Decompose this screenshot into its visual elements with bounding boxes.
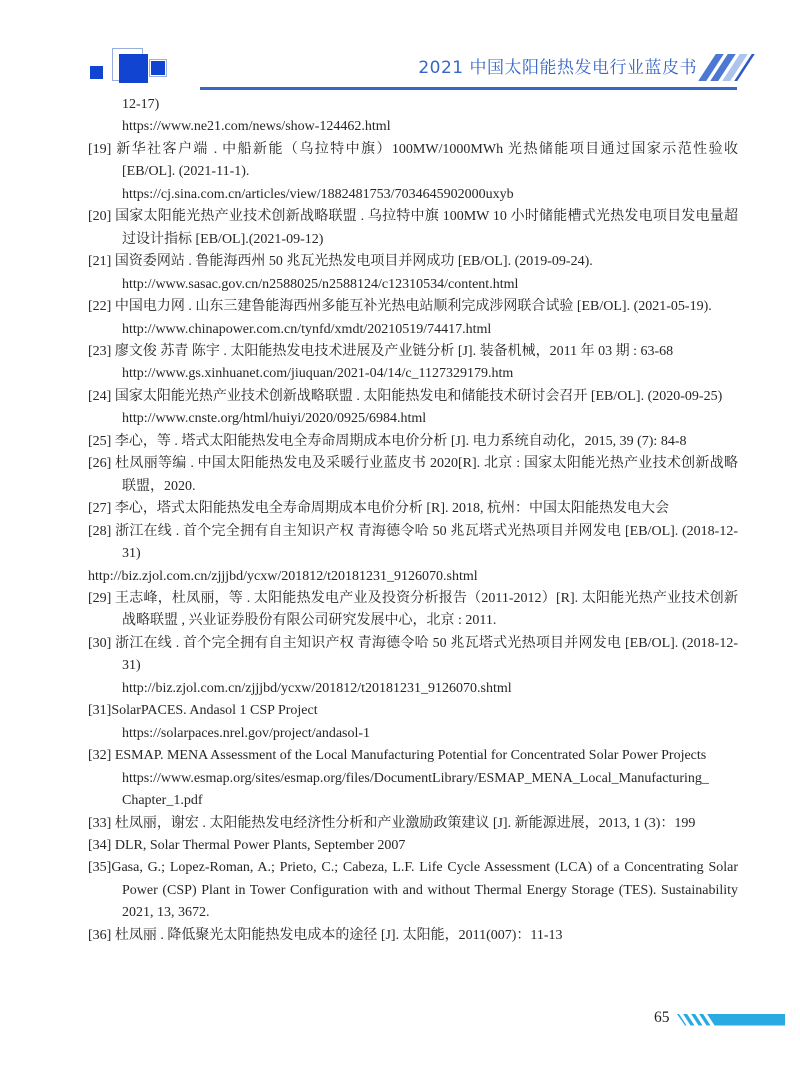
reference-url-line: http://biz.zjol.com.cn/zjjjbd/ycxw/201812/t20181231_9126070.shtml	[88, 568, 478, 584]
reference-url-line: http://biz.zjol.com.cn/zjjjbd/ycxw/201812/t20181231_9126070.shtml	[122, 680, 512, 696]
reference-marker: [25]	[88, 433, 115, 449]
reference-item: [30] 浙江在线 . 首个完全拥有自主知识产权 青海德令哈 50 兆瓦塔式光热项目并网发电 [EB/OL]. (2018-12-31)	[88, 635, 739, 674]
reference-url-line: https://www.esmap.org/sites/esmap.org/files/DocumentLibrary/ESMAP_MENA_Local_Manufacturing_	[122, 770, 709, 786]
page-number: 65	[654, 1009, 670, 1026]
reference-url-line: https://www.ne21.com/news/show-124462.html	[122, 119, 391, 135]
reference-item: [29] 王志峰，杜凤丽，等 . 太阳能热发电产业及投资分析报告（2011-2012）[R]. 太阳能光热产业技术创新战略联盟 , 兴业证券股份有限公司研究发展中心，北京 : 2011.	[88, 590, 738, 629]
reference-marker: [24]	[88, 388, 115, 404]
reference-item: [26] 杜凤丽等编 . 中国太阳能热发电及采暖行业蓝皮书 2020[R]. 北京 : 国家太阳能光热产业技术创新战略联盟，2020.	[88, 456, 738, 494]
reference-marker: [22]	[88, 299, 115, 315]
reference-url-line: https://cj.sina.com.cn/articles/view/1882481753/7034645902000uxyb	[122, 186, 514, 202]
reference-url-line: http://www.cnste.org/html/huiyi/2020/0925/6984.html	[122, 411, 427, 427]
reference-marker: [19]	[88, 141, 117, 157]
reference-item: [27] 李心，塔式太阳能热发电全寿命周期成本电价分析 [R]. 2018, 杭州：中国太阳能热发电大会	[88, 501, 669, 517]
document-title: 2021 中国太阳能热发电行业蓝皮书	[418, 58, 697, 78]
reference-marker: [29]	[88, 590, 116, 606]
references-list	[88, 94, 738, 947]
reference-marker: [36]	[88, 927, 115, 943]
reference-item: [24] 国家太阳能光热产业技术创新战略联盟 . 太阳能热发电和储能技术研讨会召开 [EB/OL]. (2020-09-25)	[88, 388, 723, 404]
reference-url-line: http://www.sasac.gov.cn/n2588025/n2588124/c12310534/content.html	[122, 276, 519, 292]
reference-marker: [32]	[88, 748, 115, 764]
reference-marker: [34]	[88, 837, 115, 853]
reference-item: [28] 浙江在线 . 首个完全拥有自主知识产权 青海德令哈 50 兆瓦塔式光热项目并网发电 [EB/OL]. (2018-12-31)	[88, 523, 739, 562]
reference-url-line: http://www.gs.xinhuanet.com/jiuquan/2021-04/14/c_1127329179.htm	[122, 366, 514, 382]
reference-marker: [23]	[88, 343, 115, 359]
reference-item: [21] 国资委网站 . 鲁能海西州 50 兆瓦光热发电项目并网成功 [EB/OL]. (2019-09-24).	[88, 254, 593, 270]
header-rule	[200, 87, 737, 90]
logo-small-right-square	[151, 61, 165, 75]
reference-item: [34] DLR, Solar Thermal Power Plants, September 2007	[88, 837, 406, 853]
reference-marker: [28]	[88, 523, 116, 539]
triple-slash-icon	[702, 54, 748, 81]
reference-marker: [21]	[88, 254, 115, 270]
reference-marker: [33]	[88, 815, 115, 831]
reference-item: [32] ESMAP. MENA Assessment of the Local Manufacturing Potential for Concentrated Solar Power Projects	[88, 748, 707, 764]
striped-page-bar-icon	[677, 1014, 785, 1026]
logo-small-left-square	[90, 66, 103, 79]
reference-marker: [31]	[88, 703, 112, 719]
reference-marker: [20]	[88, 209, 116, 225]
reference-marker: [35]	[88, 860, 112, 876]
reference-item: [31]SolarPACES. Andasol 1 CSP Project	[88, 703, 318, 719]
reference-item: [33] 杜凤丽，谢宏 . 太阳能热发电经济性分析和产业激励政策建议 [J]. 新能源进展，2013, 1 (3)：199	[88, 815, 696, 831]
reference-marker: [26]	[88, 456, 116, 472]
reference-item: [35]Gasa, G.; Lopez-Roman, A.; Prieto, C.; Cabeza, L.F. Life Cycle Assessment (LCA) of a Concentrating Solar Power (CSP) Plant in Tower Configuration with and without Thermal Energy Storage (TES). Sustainability 2021, 13, 3672.	[88, 860, 738, 921]
reference-url-line: Chapter_1.pdf	[122, 793, 203, 809]
reference-item: [36] 杜凤丽 . 降低聚光太阳能热发电成本的途径 [J]. 太阳能，2011(007)：11-13	[88, 927, 563, 943]
reference-url-line: https://solarpaces.nrel.gov/project/andasol-1	[122, 725, 371, 741]
reference-item: [19] 新华社客户端 . 中船新能（乌拉特中旗）100MW/1000MWh 光热储能项目通过国家示范性验收 [EB/OL]. (2021-11-1).	[88, 141, 739, 180]
reference-item: [25] 李心，等 . 塔式太阳能热发电全寿命周期成本电价分析 [J]. 电力系统自动化，2015, 39 (7): 84-8	[88, 433, 687, 449]
reference-item: [23] 廖文俊 苏青 陈宇 . 太阳能热发电技术进展及产业链分析 [J]. 装备机械，2011 年 03 期 : 63-68	[88, 343, 674, 359]
reference-marker: [27]	[88, 501, 115, 517]
reference-continuation-line: 12-17)	[122, 97, 160, 112]
reference-item: [20] 国家太阳能光热产业技术创新战略联盟 . 乌拉特中旗 100MW 10 小时储能槽式光热发电项目发电量超过设计指标 [EB/OL].(2021-09-12)	[88, 209, 738, 247]
reference-url-line: http://www.chinapower.com.cn/tynfd/xmdt/20210519/74417.html	[122, 321, 492, 337]
reference-item: [22] 中国电力网 . 山东三建鲁能海西州多能互补光热电站顺利完成涉网联合试验 [EB/OL]. (2021-05-19).	[88, 299, 712, 315]
reference-marker: [30]	[88, 635, 116, 651]
logo-big-square	[119, 54, 148, 83]
